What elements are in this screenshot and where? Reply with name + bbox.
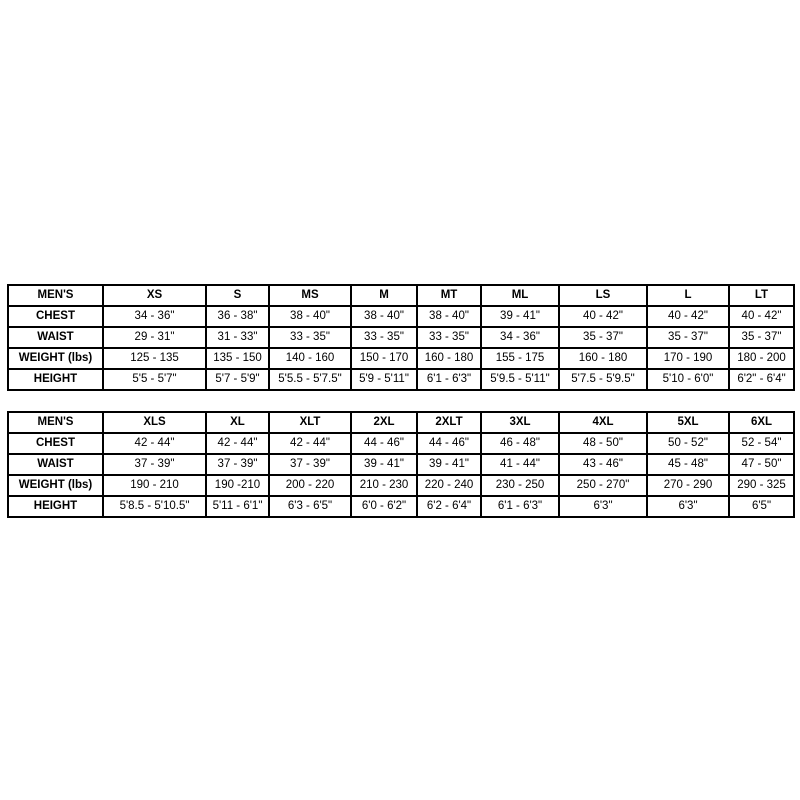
table-cell: 170 - 190 (647, 348, 729, 369)
chest-row (8, 433, 794, 454)
table-cell: 150 - 170 (351, 348, 417, 369)
header-label: MEN'S (8, 285, 103, 306)
table-cell: 5'7.5 - 5'9.5" (559, 369, 647, 390)
table-cell: 39 - 41" (481, 306, 559, 327)
size-header: LS (559, 285, 647, 306)
table-cell: 50 - 52" (647, 433, 729, 454)
size-header: 2XL (351, 412, 417, 433)
table-cell: 38 - 40" (351, 306, 417, 327)
table-cell: 42 - 44" (269, 433, 351, 454)
row-label: WAIST (8, 327, 103, 348)
size-header: XLT (269, 412, 351, 433)
table-cell: 35 - 37" (647, 327, 729, 348)
size-header: ML (481, 285, 559, 306)
row-label: HEIGHT (8, 496, 103, 517)
table-cell: 210 - 230 (351, 475, 417, 496)
table-cell: 38 - 40" (269, 306, 351, 327)
table-cell: 33 - 35" (417, 327, 481, 348)
table-cell: 40 - 42" (647, 306, 729, 327)
chest-row (8, 306, 794, 327)
table-cell: 41 - 44" (481, 454, 559, 475)
table-cell: 38 - 40" (417, 306, 481, 327)
row-label: WEIGHT (lbs) (8, 475, 103, 496)
table-cell: 39 - 41" (417, 454, 481, 475)
size-header: 4XL (559, 412, 647, 433)
table-cell: 52 - 54" (729, 433, 794, 454)
table-cell: 160 - 180 (559, 348, 647, 369)
table-cell: 34 - 36" (103, 306, 206, 327)
table-cell: 44 - 46" (351, 433, 417, 454)
table-cell: 40 - 42" (729, 306, 794, 327)
table-cell: 290 - 325 (729, 475, 794, 496)
table-cell: 29 - 31" (103, 327, 206, 348)
table-cell: 270 - 290 (647, 475, 729, 496)
waist-row (8, 454, 794, 475)
table-cell: 6'3 - 6'5" (269, 496, 351, 517)
table-cell: 220 - 240 (417, 475, 481, 496)
table-cell: 33 - 35" (351, 327, 417, 348)
table-cell: 39 - 41" (351, 454, 417, 475)
table-cell: 6'1 - 6'3" (417, 369, 481, 390)
table-cell: 190 -210 (206, 475, 269, 496)
table-cell: 6'2 - 6'4" (417, 496, 481, 517)
size-header: XL (206, 412, 269, 433)
table-cell: 180 - 200 (729, 348, 794, 369)
size-header: XLS (103, 412, 206, 433)
table-cell: 5'5.5 - 5'7.5" (269, 369, 351, 390)
table-cell: 6'3" (559, 496, 647, 517)
row-label: WEIGHT (lbs) (8, 348, 103, 369)
table-cell: 46 - 48" (481, 433, 559, 454)
table-cell: 230 - 250 (481, 475, 559, 496)
table-cell: 40 - 42" (559, 306, 647, 327)
size-header: S (206, 285, 269, 306)
table-cell: 155 - 175 (481, 348, 559, 369)
size-header: MT (417, 285, 481, 306)
table-cell: 5'9 - 5'11" (351, 369, 417, 390)
table-cell: 37 - 39" (269, 454, 351, 475)
size-chart-table-top (7, 284, 795, 391)
size-header: L (647, 285, 729, 306)
table-cell: 47 - 50" (729, 454, 794, 475)
size-header: 2XLT (417, 412, 481, 433)
table-cell: 44 - 46" (417, 433, 481, 454)
table-cell: 190 - 210 (103, 475, 206, 496)
table-cell: 135 - 150 (206, 348, 269, 369)
table-cell: 6'2" - 6'4" (729, 369, 794, 390)
table-cell: 35 - 37" (559, 327, 647, 348)
table-cell: 37 - 39" (206, 454, 269, 475)
waist-row (8, 327, 794, 348)
table-cell: 250 - 270" (559, 475, 647, 496)
table-cell: 6'3" (647, 496, 729, 517)
weight-row (8, 348, 794, 369)
table-cell: 6'0 - 6'2" (351, 496, 417, 517)
table-cell: 6'5" (729, 496, 794, 517)
header-label: MEN'S (8, 412, 103, 433)
size-header-row (8, 412, 794, 433)
table-cell: 43 - 46" (559, 454, 647, 475)
table-cell: 36 - 38" (206, 306, 269, 327)
size-header-row (8, 285, 794, 306)
table-cell: 48 - 50" (559, 433, 647, 454)
size-header: M (351, 285, 417, 306)
table-cell: 160 - 180 (417, 348, 481, 369)
table-cell: 42 - 44" (206, 433, 269, 454)
table-cell: 140 - 160 (269, 348, 351, 369)
size-header: XS (103, 285, 206, 306)
table-cell: 31 - 33" (206, 327, 269, 348)
table-cell: 35 - 37" (729, 327, 794, 348)
height-row (8, 496, 794, 517)
row-label: HEIGHT (8, 369, 103, 390)
size-header: 5XL (647, 412, 729, 433)
table-cell: 33 - 35" (269, 327, 351, 348)
size-header: MS (269, 285, 351, 306)
table-cell: 5'7 - 5'9" (206, 369, 269, 390)
table-cell: 45 - 48" (647, 454, 729, 475)
size-header: 6XL (729, 412, 794, 433)
size-header: LT (729, 285, 794, 306)
table-cell: 5'11 - 6'1" (206, 496, 269, 517)
row-label: CHEST (8, 306, 103, 327)
table-cell: 5'9.5 - 5'11" (481, 369, 559, 390)
table-cell: 200 - 220 (269, 475, 351, 496)
table-cell: 5'5 - 5'7" (103, 369, 206, 390)
table-cell: 37 - 39" (103, 454, 206, 475)
table-cell: 5'10 - 6'0" (647, 369, 729, 390)
weight-row (8, 475, 794, 496)
table-cell: 6'1 - 6'3" (481, 496, 559, 517)
table-cell: 42 - 44" (103, 433, 206, 454)
table-cell: 34 - 36" (481, 327, 559, 348)
row-label: WAIST (8, 454, 103, 475)
row-label: CHEST (8, 433, 103, 454)
table-cell: 125 - 135 (103, 348, 206, 369)
table-cell: 5'8.5 - 5'10.5" (103, 496, 206, 517)
size-header: 3XL (481, 412, 559, 433)
height-row (8, 369, 794, 390)
size-chart-table-bottom (7, 411, 795, 518)
